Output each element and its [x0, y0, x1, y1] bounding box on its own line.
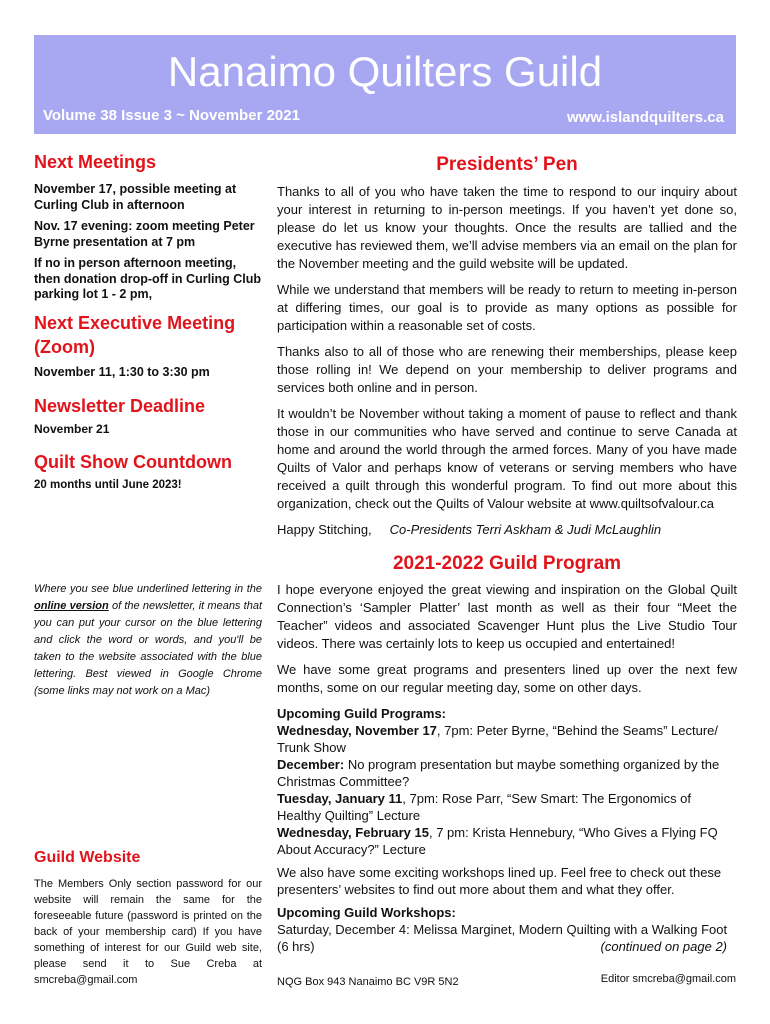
newsletter-deadline-date: November 21: [34, 422, 110, 436]
program-item: [277, 722, 737, 756]
online-version-note: [34, 581, 262, 700]
exec-meeting-time: November 11, 1:30 to 3:30 pm: [34, 364, 210, 379]
sign-off: Happy Stitching,: [277, 522, 372, 537]
programs-heading: Upcoming Guild Programs:: [277, 706, 447, 721]
signature: Co-Presidents Terri Askham & Judi McLaughlin: [389, 522, 662, 537]
program-date: December:: [277, 757, 345, 772]
online-version-link[interactable]: online version: [34, 600, 109, 612]
main-column: [277, 150, 737, 955]
meeting-item: Nov. 17 evening: zoom meeting Peter Byrne presentation at 7 pm: [34, 219, 255, 249]
program-item: [277, 824, 737, 858]
note-text-before: Where you see blue underlined lettering in the: [34, 583, 262, 595]
note-text-after: of the newsletter, it means that you can put your cursor on the blue lettering and click the word or words, and you'll be taken to the website associated with the blue lettering. Best viewed in Google Chrome (some links may not work on a Mac): [34, 600, 263, 697]
presidents-paragraph: Thanks to all of you who have taken the time to respond to our inquiry about your interest in returning to in-person meetings. If you haven’t yet done so, please do let us know your thoughts. Once the results are tallied and the executive has reviewed them, we’ll advise members via an email on the plan for the November meeting and the guild website will be updated.: [277, 184, 737, 271]
newsletter-title: Nanaimo Quilters Guild: [167, 48, 603, 95]
program-item: [277, 790, 737, 824]
program-date: Wednesday, November 17: [277, 723, 437, 738]
sign-off-line: [277, 521, 737, 539]
exec-meeting-heading: Next Executive Meeting (Zoom): [34, 312, 236, 357]
footer-address: NQG Box 943 Nanaimo BC V9R 5N2: [277, 976, 459, 988]
website-link[interactable]: www.islandquilters.ca: [567, 109, 724, 126]
program-date: Tuesday, January 11: [277, 791, 403, 806]
countdown-heading: Quilt Show Countdown: [34, 451, 232, 472]
program-date: Wednesday, February 15: [277, 825, 429, 840]
masthead-banner: [34, 35, 736, 134]
guild-website-heading: Guild Website: [34, 849, 141, 866]
workshops-heading: Upcoming Guild Workshops:: [277, 905, 456, 920]
program-paragraph: I hope everyone enjoyed the great viewing and inspiration on the Global Quilt Connection’s ‘Sampler Platter’ last month as well as their four “Meet the Teacher” videos and associated Scavenger Hunt plus the Live Studio Tour videos. There was certainly lots to keep us occupied and entertained!: [277, 582, 737, 651]
next-meetings-heading: Next Meetings: [34, 152, 157, 172]
workshops-intro: We also have some exciting workshops lined up. Feel free to check out these presenters’ websites to find out more about them and what they offer.: [277, 865, 722, 897]
meeting-item: November 17, possible meeting at Curling Club in afternoon: [34, 182, 237, 212]
countdown-text: 20 months until June 2023!: [34, 478, 182, 491]
workshop-item: Saturday, December 4: Melissa Marginet, Modern Quilting with a Walking Foot (6 hrs): [277, 922, 728, 954]
program-detail: , 7 pm: Krista Hennebury, “Who Gives a Flying FQ About Accuracy?” Lecture: [277, 825, 718, 857]
guild-program-heading: 2021-2022 Guild Program: [392, 553, 622, 574]
continued-note: (continued on page 2): [600, 939, 727, 954]
program-paragraph: We have some great programs and presenters lined up over the next few months, some on our regular meeting day, some on other days.: [277, 662, 737, 695]
presidents-pen-heading: Presidents’ Pen: [436, 154, 578, 175]
footer-editor: Editor smcreba@gmail.com: [600, 973, 736, 985]
sidebar: [34, 150, 262, 493]
program-detail: , 7pm: Rose Parr, “Sew Smart: The Ergonomics of Healthy Quilting” Lecture: [277, 791, 692, 823]
volume-issue: Volume 38 Issue 3 ~ November 2021: [43, 107, 300, 124]
newsletter-deadline-heading: Newsletter Deadline: [34, 396, 206, 416]
presidents-paragraph: It wouldn’t be November without taking a moment of pause to reflect and thank those in our communities who have served and continue to serve Canada at home and around the world through the armed forces. Many of you have made Quilts of Valor and perhaps know of veterans or serving members who have received a quilt through this wonderful program. To find out more about this organization, check out the Quilts of Valour website at www.quiltsofvalour.ca: [277, 406, 737, 511]
program-detail: , 7pm: Peter Byrne, “Behind the Seams” Lecture/ Trunk Show: [277, 723, 719, 755]
presidents-paragraph: While we understand that members will be ready to return to meeting in-person at differing times, our goal is to provide as many options as possible for participation within a reasonable set of costs.: [277, 282, 737, 333]
program-item: [277, 756, 737, 790]
presidents-paragraph: Thanks also to all of those who are renewing their memberships, please keep those rolling in! We depend on your membership to deliver programs and services both online and in person.: [277, 344, 737, 395]
meeting-item: If no in person afternoon meeting, then donation drop-off in Curling Club parking lot 1 - 2 pm,: [34, 256, 262, 301]
program-detail: No program presentation but maybe something organized by the Christmas Committee?: [277, 757, 720, 789]
guild-website-section: [34, 846, 262, 988]
guild-website-text: The Members Only section password for our website will remain the same for the foreseeable future (password is printed on the back of your membership card) If you have something of interest for our Guild web site, please send it to Sue Creba at smcreba@gmail.com: [34, 878, 262, 986]
